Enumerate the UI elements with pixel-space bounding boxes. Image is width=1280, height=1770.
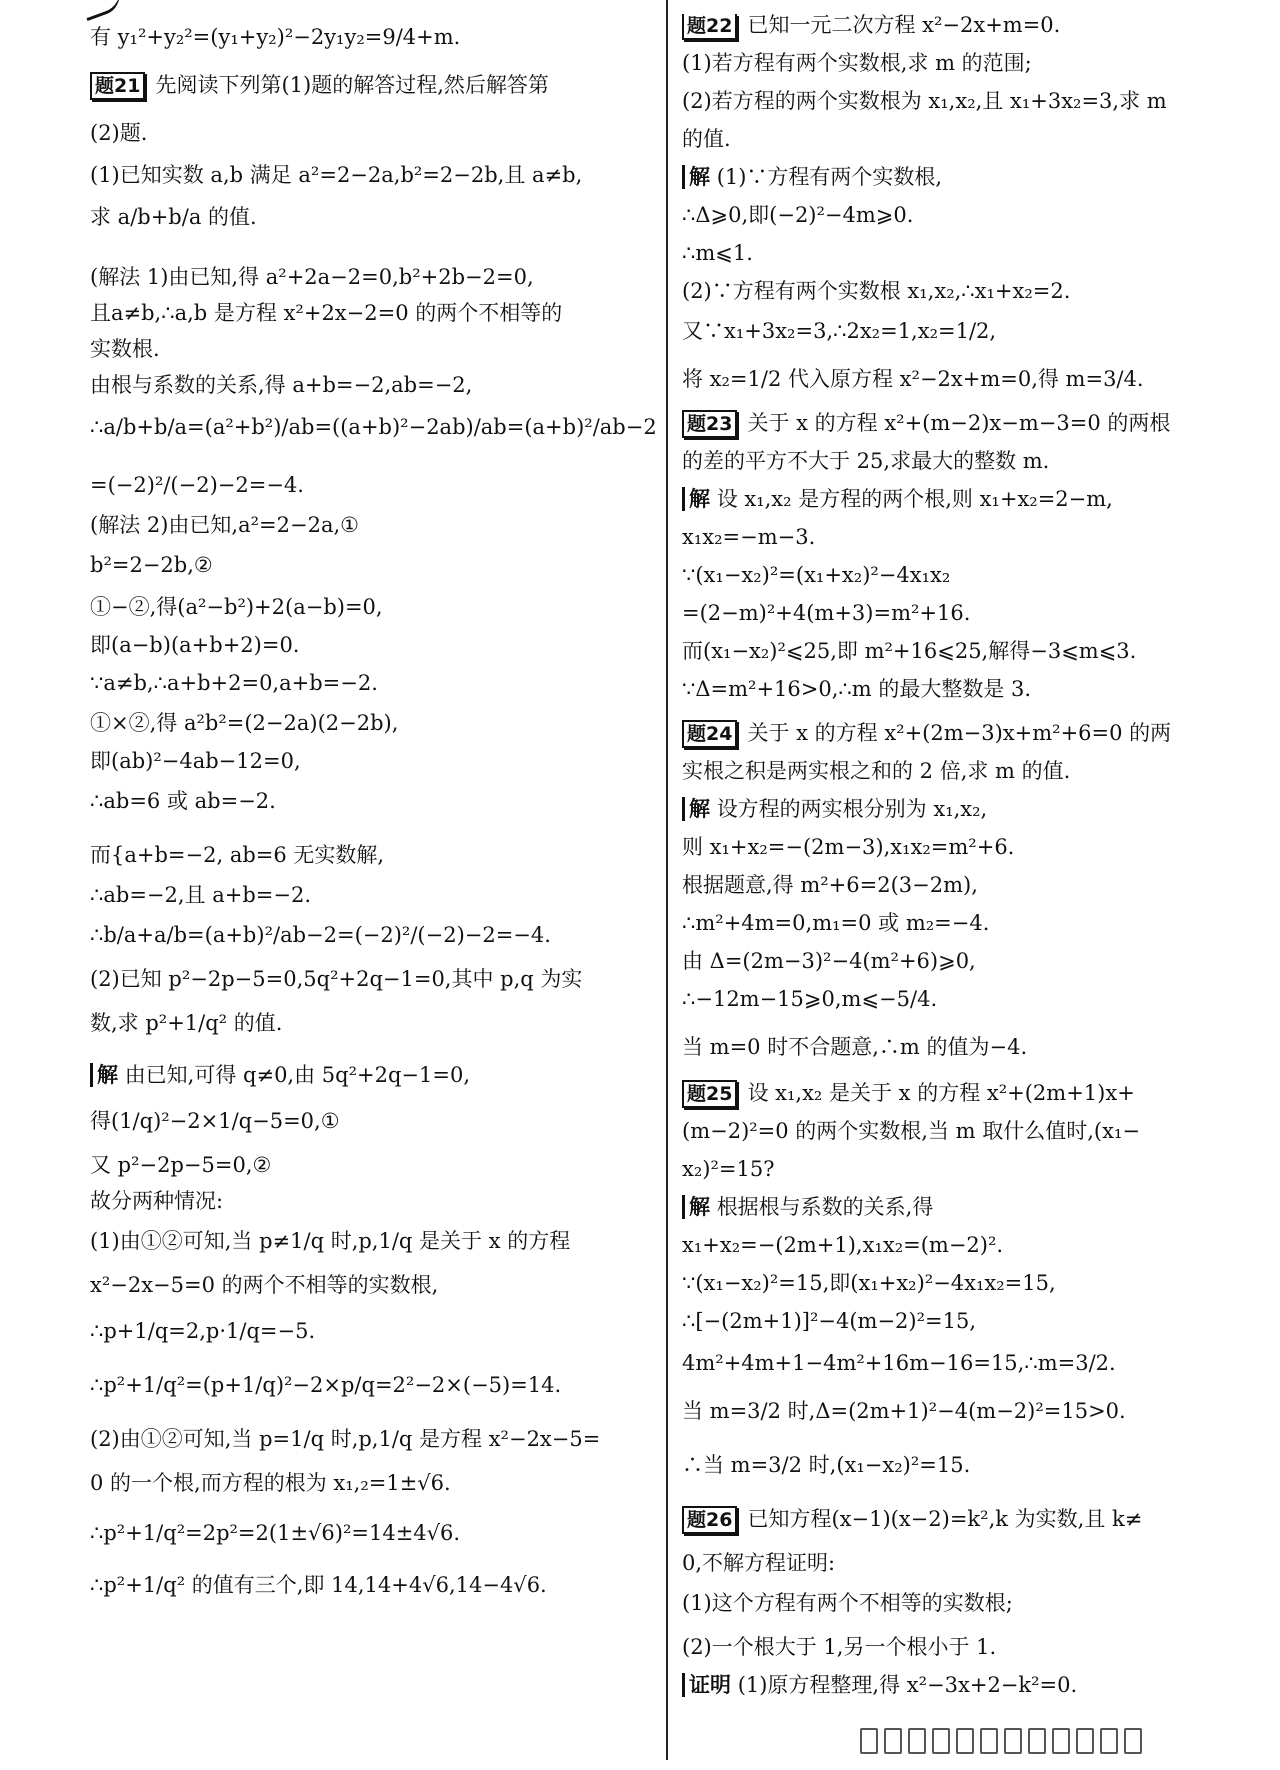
right-line: 当 m=3/2 时,Δ=(2m+1)²−4(m−2)²=15>0. (682, 1399, 1126, 1423)
left-line: ∴p²+1/q² 的值有三个,即 14,14+4√6,14−4√6. (90, 1573, 547, 1597)
right-line: (1)这个方程有两个不相等的实数根; (682, 1591, 1013, 1615)
right-line: 实根之积是两实根之和的 2 倍,求 m 的值. (682, 759, 1071, 783)
right-line (682, 1192, 933, 1222)
left-line: ∴a/b+b/a=(a²+b²)/ab=((a+b)²−2ab)/ab=(a+b)²/ab−2 (90, 415, 657, 439)
right-line: x₁+x₂=−(2m+1),x₁x₂=(m−2)². (682, 1233, 1004, 1257)
right-line: 4m²+4m+1−4m²+16m−16=15,∴m=3/2. (682, 1351, 1116, 1375)
right-line: 则 x₁+x₂=−(2m−3),x₁x₂=m²+6. (682, 835, 1015, 859)
right-line (682, 408, 1170, 438)
right-line: 又∵x₁+3x₂=3,∴2x₂=1,x₂=1/2, (682, 319, 997, 343)
left-line (90, 70, 549, 100)
left-line (90, 1060, 470, 1090)
line-text: 关于 x 的方程 x²+(2m−3)x+m²+6=0 的两 (747, 721, 1172, 745)
right-line: 根据题意,得 m²+6=2(3−2m), (682, 873, 978, 897)
right-line: (2)若方程的两个实数根为 x₁,x₂,且 x₁+3x₂=3,求 m (682, 89, 1167, 113)
right-line: 的值. (682, 127, 731, 151)
left-line: ∴ab=−2,且 a+b=−2. (90, 883, 312, 907)
watermark-marks (860, 1728, 1150, 1752)
right-line: ∴Δ⩾0,即(−2)²−4m⩾0. (682, 203, 914, 227)
left-line: 数,求 p²+1/q² 的值. (90, 1011, 283, 1035)
left-line: 得(1/q)²−2×1/q−5=0,① (90, 1109, 340, 1133)
left-line: (解法 2)由已知,a²=2−2a,① (90, 513, 359, 537)
right-line: ∴[−(2m+1)]²−4(m−2)²=15, (682, 1309, 976, 1333)
right-line: ∴−12m−15⩾0,m⩽−5/4. (682, 987, 938, 1011)
right-line (682, 162, 942, 192)
right-line: 而(x₁−x₂)²⩽25,即 m²+16⩽25,解得−3⩽m⩽3. (682, 639, 1137, 663)
right-line (682, 718, 1171, 748)
line-text: 关于 x 的方程 x²+(m−2)x−m−3=0 的两根 (747, 411, 1171, 435)
line-text: 由已知,可得 q≠0,由 5q²+2q−1=0, (124, 1063, 470, 1087)
left-line: 且a≠b,∴a,b 是方程 x²+2x−2=0 的两个不相等的 (90, 301, 563, 325)
left-line: ∴p+1/q=2,p·1/q=−5. (90, 1319, 316, 1343)
left-line: 由根与系数的关系,得 a+b=−2,ab=−2, (90, 373, 473, 397)
right-line (682, 1504, 1142, 1534)
left-line: (2)已知 p²−2p−5=0,5q²+2q−1=0,其中 p,q 为实 (90, 967, 583, 991)
right-line: (2)∵方程有两个实数根 x₁,x₂,∴x₁+x₂=2. (682, 279, 1071, 303)
line-text: (1)∵方程有两个实数根, (716, 165, 943, 189)
right-line: (1)若方程有两个实数根,求 m 的范围; (682, 51, 1032, 75)
right-line: (m−2)²=0 的两个实数根,当 m 取什么值时,(x₁− (682, 1119, 1140, 1143)
right-line: 的差的平方不大于 25,求最大的整数 m. (682, 449, 1050, 473)
line-text: 根据根与系数的关系,得 (716, 1195, 934, 1219)
left-column (90, 0, 657, 1770)
left-line: (解法 1)由已知,得 a²+2a−2=0,b²+2b−2=0, (90, 265, 534, 289)
left-line: x²−2x−5=0 的两个不相等的实数根, (90, 1273, 439, 1297)
solution-label: 证明 (682, 1673, 731, 1697)
solution-label: 解 (682, 797, 710, 821)
left-line: 即(ab)²−4ab−12=0, (90, 749, 301, 773)
problem-number-tag: 题23 (682, 410, 737, 438)
left-line: 故分两种情况: (90, 1189, 224, 1213)
right-line (682, 1670, 1077, 1700)
left-line: ∵a≠b,∴a+b+2=0,a+b=−2. (90, 671, 378, 695)
right-line (682, 794, 987, 824)
column-divider (666, 0, 668, 1760)
line-text: 先阅读下列第(1)题的解答过程,然后解答第 (155, 73, 549, 97)
right-line: ∴m²+4m=0,m₁=0 或 m₂=−4. (682, 911, 990, 935)
left-line: (2)题. (90, 121, 148, 145)
right-line (682, 1078, 1135, 1108)
solution-label: 解 (682, 165, 710, 189)
left-line: (1)已知实数 a,b 满足 a²=2−2a,b²=2−2b,且 a≠b, (90, 163, 583, 187)
right-line: (2)一个根大于 1,另一个根小于 1. (682, 1635, 997, 1659)
right-line: ∵Δ=m²+16>0,∴m 的最大整数是 3. (682, 677, 1032, 701)
left-line: 有 y₁²+y₂²=(y₁+y₂)²−2y₁y₂=9/4+m. (90, 25, 461, 49)
line-text: 设 x₁,x₂ 是关于 x 的方程 x²+(2m+1)x+ (747, 1081, 1135, 1105)
right-line: ∴m⩽1. (682, 241, 753, 265)
left-line: (1)由①②可知,当 p≠1/q 时,p,1/q 是关于 x 的方程 (90, 1229, 571, 1253)
right-line: ∵(x₁−x₂)²=15,即(x₁+x₂)²−4x₁x₂=15, (682, 1271, 1056, 1295)
left-line: ∴p²+1/q²=(p+1/q)²−2×p/q=2²−2×(−5)=14. (90, 1373, 562, 1397)
solution-label: 解 (90, 1063, 118, 1087)
left-line: ∴ab=6 或 ab=−2. (90, 789, 276, 813)
line-text: 设方程的两实根分别为 x₁,x₂, (716, 797, 988, 821)
right-line (682, 484, 1113, 514)
right-line: ∴当 m=3/2 时,(x₁−x₂)²=15. (682, 1453, 971, 1477)
problem-number-tag: 题22 (682, 14, 737, 40)
solution-label: 解 (682, 1195, 710, 1219)
left-line: (2)由①②可知,当 p=1/q 时,p,1/q 是方程 x²−2x−5= (90, 1427, 601, 1451)
left-line: b²=2−2b,② (90, 553, 213, 577)
line-text: (1)原方程整理,得 x²−3x+2−k²=0. (737, 1673, 1078, 1697)
right-line: ∵(x₁−x₂)²=(x₁+x₂)²−4x₁x₂ (682, 563, 951, 587)
left-line: ①−②,得(a²−b²)+2(a−b)=0, (90, 595, 383, 619)
left-line: ①×②,得 a²b²=(2−2a)(2−2b), (90, 711, 399, 735)
line-text: 已知一元二次方程 x²−2x+m=0. (747, 13, 1061, 37)
left-line: ∴p²+1/q²=2p²=2(1±√6)²=14±4√6. (90, 1521, 461, 1545)
problem-number-tag: 题24 (682, 720, 737, 748)
problem-number-tag: 题25 (682, 1080, 737, 1108)
left-line: 即(a−b)(a+b+2)=0. (90, 633, 300, 657)
right-line: 将 x₂=1/2 代入原方程 x²−2x+m=0,得 m=3/4. (682, 367, 1144, 391)
right-line (682, 10, 1060, 40)
right-line: x₂)²=15? (682, 1157, 775, 1181)
solution-label: 解 (682, 487, 710, 511)
problem-number-tag: 题21 (90, 72, 145, 100)
left-line: 实数根. (90, 337, 160, 361)
right-line: =(2−m)²+4(m+3)=m²+16. (682, 601, 971, 625)
right-line: 0,不解方程证明: (682, 1551, 836, 1575)
left-line: 又 p²−2p−5=0,② (90, 1153, 272, 1177)
left-line: ∴b/a+a/b=(a+b)²/ab−2=(−2)²/(−2)−2=−4. (90, 923, 551, 947)
left-line: 求 a/b+b/a 的值. (90, 205, 257, 229)
left-line: =(−2)²/(−2)−2=−4. (90, 473, 304, 497)
right-column (682, 0, 1262, 1770)
line-text: 已知方程(x−1)(x−2)=k²,k 为实数,且 k≠ (747, 1507, 1143, 1531)
line-text: 设 x₁,x₂ 是方程的两个根,则 x₁+x₂=2−m, (716, 487, 1113, 511)
right-line: x₁x₂=−m−3. (682, 525, 816, 549)
problem-number-tag: 题26 (682, 1506, 737, 1534)
right-line: 当 m=0 时不合题意,∴m 的值为−4. (682, 1035, 1028, 1059)
left-line: 0 的一个根,而方程的根为 x₁,₂=1±√6. (90, 1471, 451, 1495)
right-line: 由 Δ=(2m−3)²−4(m²+6)⩾0, (682, 949, 976, 973)
left-line: 而{a+b=−2, ab=6 无实数解, (90, 843, 385, 867)
